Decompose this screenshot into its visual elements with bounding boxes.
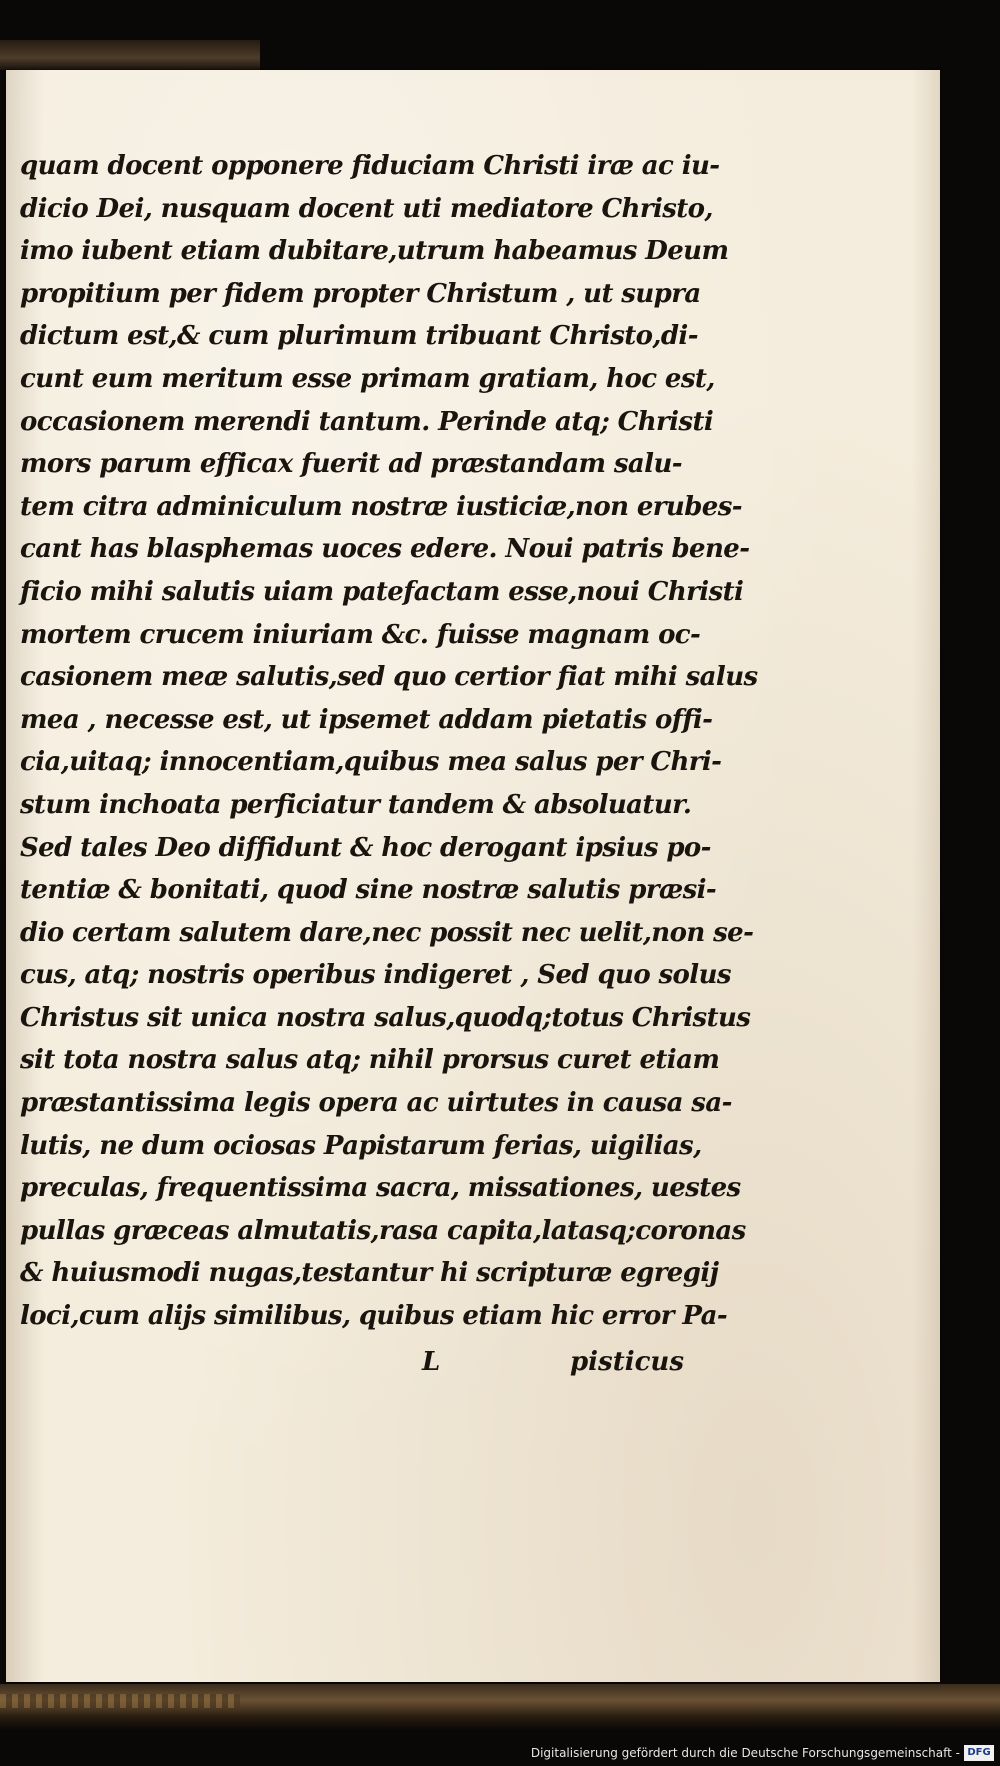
signature-mark: L xyxy=(422,1347,441,1377)
text-line: tem citra adminiculum nostræ iusticiæ,non erubes- xyxy=(20,491,742,522)
text-line: dictum est,& cum plurimum tribuant Christo,di- xyxy=(20,321,698,352)
text-line: cunt eum meritum esse primam gratiam, hoc est, xyxy=(20,363,715,394)
funding-credit: Digitalisierung gefördert durch die Deutsche Forschungsgemeinschaft - xyxy=(530,1746,960,1760)
text-line: sit tota nostra salus atq; nihil prorsus curet etiam xyxy=(20,1045,720,1076)
text-line: mortem crucem iniuriam &c. fuisse magnam oc- xyxy=(20,619,701,650)
text-line: loci,cum alijs similibus, quibus etiam hic error Pa- xyxy=(20,1301,728,1332)
page-catchline xyxy=(20,1343,700,1387)
book-cover-edge-bottom xyxy=(0,1684,1000,1730)
text-line: cant has blasphemas uoces edere. Noui patris bene- xyxy=(20,534,750,565)
text-line: mea , necesse est, ut ipsemet addam pietatis offi- xyxy=(20,704,713,735)
text-line: cus, atq; nostris operibus indigeret , Sed quo solus xyxy=(20,960,731,991)
text-line: Christus sit unica nostra salus,quodq;totus Christus xyxy=(20,1002,751,1033)
text-line: Sed tales Deo diffidunt & hoc derogant ipsius po- xyxy=(20,832,711,863)
text-line: præstantissima legis opera ac uirtutes in causa sa- xyxy=(20,1088,732,1119)
dfg-logo: DFG xyxy=(964,1745,994,1761)
text-line: casionem meæ salutis,sed quo certior fiat mihi salus xyxy=(20,662,758,693)
text-line: stum inchoata perficiatur tandem & absoluatur. xyxy=(20,789,692,820)
text-line: dicio Dei, nusquam docent uti mediatore Christo, xyxy=(20,193,713,224)
text-line: & huiusmodi nugas,testantur hi scripturæ egregij xyxy=(20,1258,719,1289)
text-line: propitium per fidem propter Christum , ut supra xyxy=(20,278,701,309)
text-line: lutis, ne dum ociosas Papistarum ferias, uigilias, xyxy=(20,1130,702,1161)
text-line: pullas græceas almutatis,rasa capita,latasq;coronas xyxy=(20,1215,746,1246)
text-line: quam docent opponere fiduciam Christi iræ ac iu- xyxy=(20,151,720,181)
book-cover-edge-top xyxy=(0,40,260,70)
page-text xyxy=(20,145,758,1338)
catchword: pisticus xyxy=(570,1347,684,1377)
text-line: dio certam salutem dare,nec possit nec uelit,non se- xyxy=(20,917,754,948)
text-line: ficio mihi salutis uiam patefactam esse,noui Christi xyxy=(20,576,744,607)
text-line: preculas, frequentissima sacra, missationes, uestes xyxy=(20,1173,741,1204)
digitization-footer xyxy=(0,1736,1000,1766)
text-line: imo iubent etiam dubitare,utrum habeamus Deum xyxy=(20,236,729,267)
text-line: mors parum efficax fuerit ad præstandam salu- xyxy=(20,449,682,480)
book-page xyxy=(6,70,940,1682)
text-line: occasionem merendi tantum. Perinde atq; Christi xyxy=(20,406,714,437)
text-line: tentiæ & bonitati, quod sine nostræ salutis præsi- xyxy=(20,875,717,906)
text-line: cia,uitaq; innocentiam,quibus mea salus per Chri- xyxy=(20,747,722,778)
